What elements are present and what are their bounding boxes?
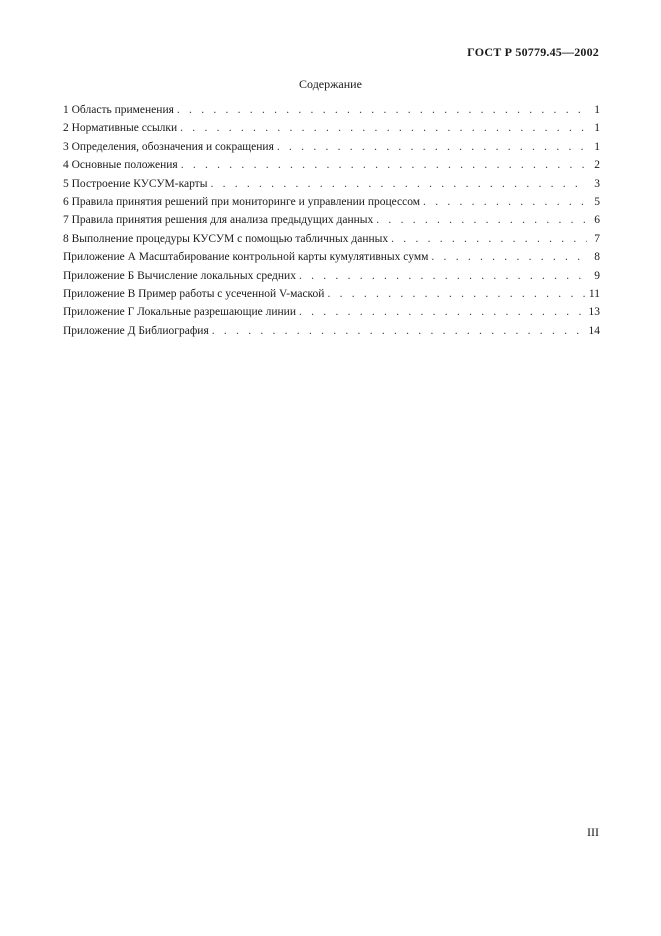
toc-entry-text: Приложение А Масштабирование контрольной карты кумулятивных сумм (63, 251, 429, 264)
toc-entry-appendix-a[interactable] (63, 248, 600, 266)
toc-entry-text: Приложение В Пример работы с усеченной V-маской (63, 287, 325, 300)
toc-entry-text: Приложение Б Вычисление локальных средних (63, 269, 296, 282)
toc-leader-dots (299, 267, 587, 285)
toc-entry-page: 9 (594, 269, 600, 282)
toc-entry-text: 7 Правила принятия решения для анализа предыдущих данных (63, 214, 374, 227)
table-of-contents (63, 101, 600, 340)
toc-entry-3[interactable] (63, 138, 600, 156)
toc-entry-page: 3 (594, 177, 600, 190)
toc-leader-dots (180, 119, 587, 137)
toc-entry-page: 1 (594, 140, 600, 153)
toc-entry-appendix-b[interactable] (63, 267, 600, 285)
toc-leader-dots (210, 175, 587, 193)
toc-entry-8[interactable] (63, 230, 600, 248)
toc-leader-dots (299, 303, 586, 321)
document-code: ГОСТ Р 50779.45—2002 (467, 45, 599, 59)
toc-entry-page: 1 (594, 104, 600, 116)
toc-leader-dots (177, 101, 587, 119)
toc-entry-page: 11 (588, 287, 600, 300)
page-number: III (587, 825, 599, 839)
toc-entry-appendix-g[interactable] (63, 303, 600, 321)
toc-entry-text: 2 Нормативные ссылки (63, 122, 178, 135)
toc-entry-page: 2 (594, 159, 600, 172)
toc-leader-dots (431, 248, 587, 266)
toc-entry-text: Приложение Г Локальные разрешающие линии (63, 306, 296, 319)
toc-leader-dots (391, 230, 587, 248)
toc-leader-dots (423, 193, 587, 211)
toc-entry-appendix-v[interactable] (63, 285, 600, 303)
toc-leader-dots (212, 322, 586, 340)
toc-entry-5[interactable] (63, 175, 600, 193)
toc-entry-text: 3 Определения, обозначения и сокращения (63, 140, 274, 153)
toc-entry-page: 6 (594, 214, 600, 227)
toc-entry-page: 13 (588, 306, 600, 319)
toc-title: Содержание (299, 77, 362, 91)
toc-entry-page: 5 (594, 195, 600, 208)
toc-entry-text: 5 Построение КУСУМ-карты (63, 177, 208, 190)
toc-entry-text: 6 Правила принятия решений при мониторинге и управлении процессом (63, 195, 421, 208)
toc-entry-page: 1 (594, 122, 600, 135)
toc-leader-dots (327, 285, 585, 303)
toc-entry-text: Приложение Д Библиография (63, 324, 209, 337)
toc-entry-1[interactable] (63, 101, 600, 119)
toc-leader-dots (181, 156, 587, 174)
toc-entry-text: 8 Выполнение процедуры КУСУМ с помощью табличных данных (63, 232, 389, 245)
toc-entry-page: 7 (594, 232, 600, 245)
toc-leader-dots (376, 211, 587, 229)
toc-entry-page: 14 (588, 324, 600, 337)
toc-entry-appendix-d[interactable] (63, 322, 600, 340)
toc-entry-page: 8 (594, 251, 600, 264)
toc-entry-6[interactable] (63, 193, 600, 211)
toc-leader-dots (277, 138, 587, 156)
toc-entry-2[interactable] (63, 119, 600, 137)
toc-entry-4[interactable] (63, 156, 600, 174)
toc-entry-text: 4 Основные положения (63, 159, 178, 172)
toc-entry-7[interactable] (63, 211, 600, 229)
toc-entry-text: 1 Область применения (63, 104, 174, 116)
